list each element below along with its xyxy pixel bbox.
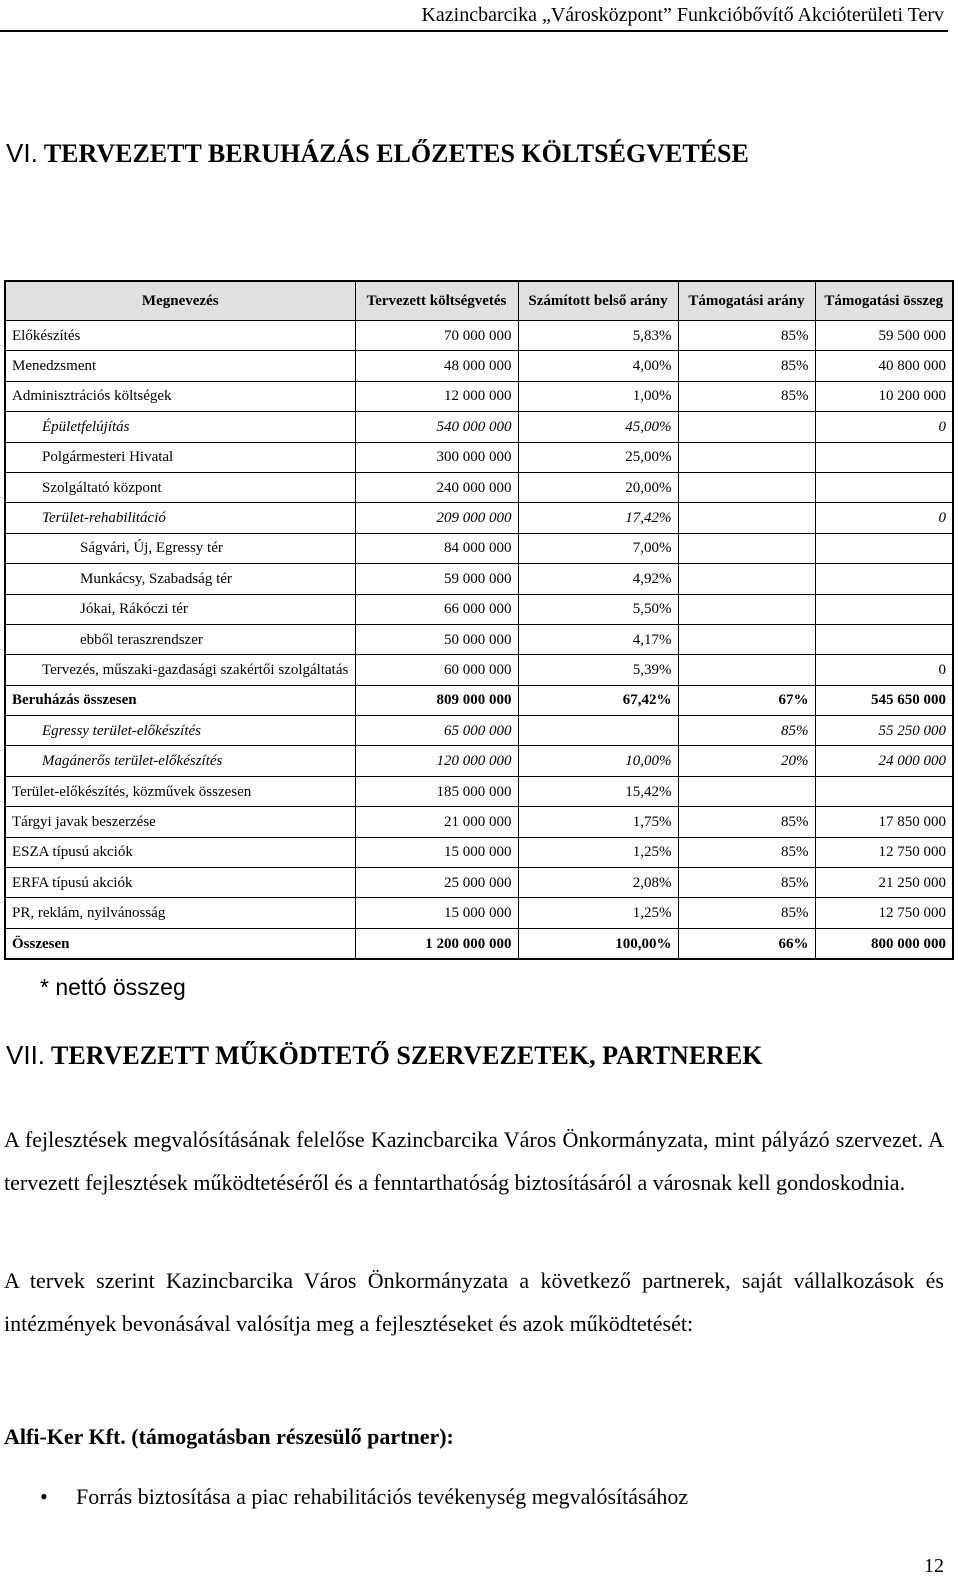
table-row	[5, 381, 953, 411]
table-row	[5, 624, 953, 654]
cell-support-rate: 85%	[678, 321, 815, 351]
cell-name: Épületfelújítás	[5, 412, 355, 442]
paragraph-1: A fejlesztések megvalósításának felelőse Kazincbarcika Város Önkormányzata, mint pályázó szervezet. A tervezett fejlesztések működtetéséről és a fenntarthatóság biztosításáról a városnak kell gondoskodnia.	[4, 1127, 944, 1195]
cell-budget: 540 000 000	[355, 412, 518, 442]
cell-ratio: 25,00%	[518, 442, 678, 472]
cell-budget: 185 000 000	[355, 776, 518, 806]
cell-ratio: 4,17%	[518, 624, 678, 654]
cell-support-amount	[815, 472, 953, 502]
cell-support-amount	[815, 776, 953, 806]
cell-support-rate: 85%	[678, 351, 815, 381]
page-number: 12	[924, 1555, 944, 1577]
cell-ratio: 20,00%	[518, 472, 678, 502]
cell-name: ebből teraszrendszer	[5, 624, 355, 654]
section-6-heading	[6, 138, 749, 169]
cell-support-amount: 40 800 000	[815, 351, 953, 381]
cell-ratio: 67,42%	[518, 685, 678, 715]
cell-support-rate	[678, 533, 815, 563]
header-rule	[0, 30, 948, 32]
cell-support-amount: 12 750 000	[815, 837, 953, 867]
table-row	[5, 746, 953, 776]
cell-name: Magánerős terület-előkészítés	[5, 746, 355, 776]
table-row	[5, 655, 953, 685]
cell-name: Ságvári, Új, Egressy tér	[5, 533, 355, 563]
header-support-amount: Támogatási összeg	[815, 281, 953, 321]
cell-support-rate: 85%	[678, 837, 815, 867]
paragraph-2: A tervek szerint Kazincbarcika Város Önkormányzata a következő partnerek, saját vállalkozások és intézmények bevonásával valósítja meg a fejlesztéseket és azok működtetését:	[4, 1268, 944, 1336]
cell-support-amount: 800 000 000	[815, 928, 953, 959]
cell-budget: 809 000 000	[355, 685, 518, 715]
section-6-title: TERVEZETT BERUHÁZÁS ELŐZETES KÖLTSÉGVETÉSE	[37, 139, 749, 168]
cell-support-amount	[815, 564, 953, 594]
cell-support-rate	[678, 564, 815, 594]
cell-ratio: 1,00%	[518, 381, 678, 411]
table-row	[5, 351, 953, 381]
cell-support-rate	[678, 442, 815, 472]
cell-name: Jókai, Rákóczi tér	[5, 594, 355, 624]
cell-ratio: 1,25%	[518, 837, 678, 867]
cell-support-amount: 21 250 000	[815, 868, 953, 898]
footnote: * nettó összeg	[40, 974, 186, 1000]
section-6-number: VI.	[6, 138, 38, 168]
header-name: Megnevezés	[5, 281, 355, 321]
cell-ratio: 1,25%	[518, 898, 678, 928]
table-row	[5, 837, 953, 867]
cell-ratio: 4,92%	[518, 564, 678, 594]
cell-ratio: 17,42%	[518, 503, 678, 533]
cell-support-rate: 66%	[678, 928, 815, 959]
cell-budget: 1 200 000 000	[355, 928, 518, 959]
cell-budget: 84 000 000	[355, 533, 518, 563]
cell-budget: 240 000 000	[355, 472, 518, 502]
table-row	[5, 442, 953, 472]
cell-name: Előkészítés	[5, 321, 355, 351]
cell-support-amount: 0	[815, 412, 953, 442]
cell-ratio: 5,39%	[518, 655, 678, 685]
cell-support-rate: 67%	[678, 685, 815, 715]
table-row	[5, 564, 953, 594]
cell-support-rate	[678, 624, 815, 654]
cell-support-rate: 85%	[678, 381, 815, 411]
cell-support-amount: 55 250 000	[815, 716, 953, 746]
cell-budget: 60 000 000	[355, 655, 518, 685]
table-body	[5, 321, 953, 960]
cell-support-amount: 0	[815, 503, 953, 533]
cell-budget: 70 000 000	[355, 321, 518, 351]
table-row	[5, 868, 953, 898]
cell-support-rate	[678, 655, 815, 685]
cell-budget: 65 000 000	[355, 716, 518, 746]
cell-support-amount: 24 000 000	[815, 746, 953, 776]
cell-budget: 48 000 000	[355, 351, 518, 381]
table-row	[5, 898, 953, 928]
header-support-rate: Támogatási arány	[678, 281, 815, 321]
cell-support-rate: 85%	[678, 898, 815, 928]
cell-ratio: 1,75%	[518, 807, 678, 837]
cell-name: Adminisztrációs költségek	[5, 381, 355, 411]
cell-support-amount	[815, 442, 953, 472]
cell-budget: 209 000 000	[355, 503, 518, 533]
cell-support-amount: 59 500 000	[815, 321, 953, 351]
cell-budget: 15 000 000	[355, 898, 518, 928]
cell-support-amount: 10 200 000	[815, 381, 953, 411]
cell-name: Beruházás összesen	[5, 685, 355, 715]
cell-ratio: 2,08%	[518, 868, 678, 898]
cell-budget: 59 000 000	[355, 564, 518, 594]
cell-support-rate: 85%	[678, 868, 815, 898]
table-row	[5, 807, 953, 837]
cell-support-rate	[678, 503, 815, 533]
header-ratio: Számított belső arány	[518, 281, 678, 321]
cell-support-amount: 545 650 000	[815, 685, 953, 715]
cell-budget: 12 000 000	[355, 381, 518, 411]
table-row	[5, 776, 953, 806]
cell-name: Polgármesteri Hivatal	[5, 442, 355, 472]
section-7-number: VII.	[6, 1040, 46, 1070]
cell-budget: 300 000 000	[355, 442, 518, 472]
cell-support-amount	[815, 594, 953, 624]
cell-name: ERFA típusú akciók	[5, 868, 355, 898]
budget-table	[4, 280, 954, 960]
partner-heading: Alfi-Ker Kft. (támogatásban részesülő partner):	[4, 1424, 454, 1449]
cell-name: Szolgáltató központ	[5, 472, 355, 502]
table-row	[5, 716, 953, 746]
table-row	[5, 472, 953, 502]
cell-support-amount: 12 750 000	[815, 898, 953, 928]
cell-name: Tárgyi javak beszerzése	[5, 807, 355, 837]
section-7-title: TERVEZETT MŰKÖDTETŐ SZERVEZETEK, PARTNEREK	[45, 1041, 763, 1070]
table-row	[5, 533, 953, 563]
cell-budget: 21 000 000	[355, 807, 518, 837]
cell-name: Munkácsy, Szabadság tér	[5, 564, 355, 594]
cell-ratio: 10,00%	[518, 746, 678, 776]
cell-support-rate: 20%	[678, 746, 815, 776]
cell-name: PR, reklám, nyilvánosság	[5, 898, 355, 928]
cell-budget: 66 000 000	[355, 594, 518, 624]
cell-name: Terület-rehabilitáció	[5, 503, 355, 533]
cell-support-amount	[815, 533, 953, 563]
table-row	[5, 321, 953, 351]
cell-support-rate	[678, 412, 815, 442]
cell-ratio: 5,83%	[518, 321, 678, 351]
cell-ratio: 7,00%	[518, 533, 678, 563]
cell-support-rate	[678, 594, 815, 624]
cell-support-rate: 85%	[678, 807, 815, 837]
cell-support-rate	[678, 776, 815, 806]
cell-name: Terület-előkészítés, közművek összesen	[5, 776, 355, 806]
cell-ratio: 5,50%	[518, 594, 678, 624]
cell-ratio: 4,00%	[518, 351, 678, 381]
cell-support-rate: 85%	[678, 716, 815, 746]
cell-name: Menedzsment	[5, 351, 355, 381]
table-row	[5, 685, 953, 715]
cell-name: Tervezés, műszaki-gazdasági szakértői szolgáltatás	[5, 655, 355, 685]
bullet-item	[40, 1484, 688, 1510]
cell-name: ESZA típusú akciók	[5, 837, 355, 867]
table-row	[5, 594, 953, 624]
cell-ratio	[518, 716, 678, 746]
cell-budget: 25 000 000	[355, 868, 518, 898]
section-7-heading	[6, 1040, 763, 1071]
cell-support-amount: 0	[815, 655, 953, 685]
bullet-dot-icon: •	[40, 1484, 48, 1509]
cell-name: Összesen	[5, 928, 355, 959]
cell-ratio: 45,00%	[518, 412, 678, 442]
cell-ratio: 15,42%	[518, 776, 678, 806]
table-row	[5, 503, 953, 533]
header-budget: Tervezett költségvetés	[355, 281, 518, 321]
cell-budget: 15 000 000	[355, 837, 518, 867]
table-header-row	[5, 281, 953, 321]
running-header: Kazincbarcika „Városközpont” Funkcióbővítő Akcióterületi Terv	[421, 4, 944, 26]
bullet-text: Forrás biztosítása a piac rehabilitációs tevékenység megvalósításához	[76, 1484, 689, 1509]
cell-support-amount: 17 850 000	[815, 807, 953, 837]
table-row	[5, 928, 953, 959]
cell-support-rate	[678, 472, 815, 502]
table-row	[5, 412, 953, 442]
cell-budget: 50 000 000	[355, 624, 518, 654]
cell-budget: 120 000 000	[355, 746, 518, 776]
cell-support-amount	[815, 624, 953, 654]
cell-ratio: 100,00%	[518, 928, 678, 959]
cell-name: Egressy terület-előkészítés	[5, 716, 355, 746]
